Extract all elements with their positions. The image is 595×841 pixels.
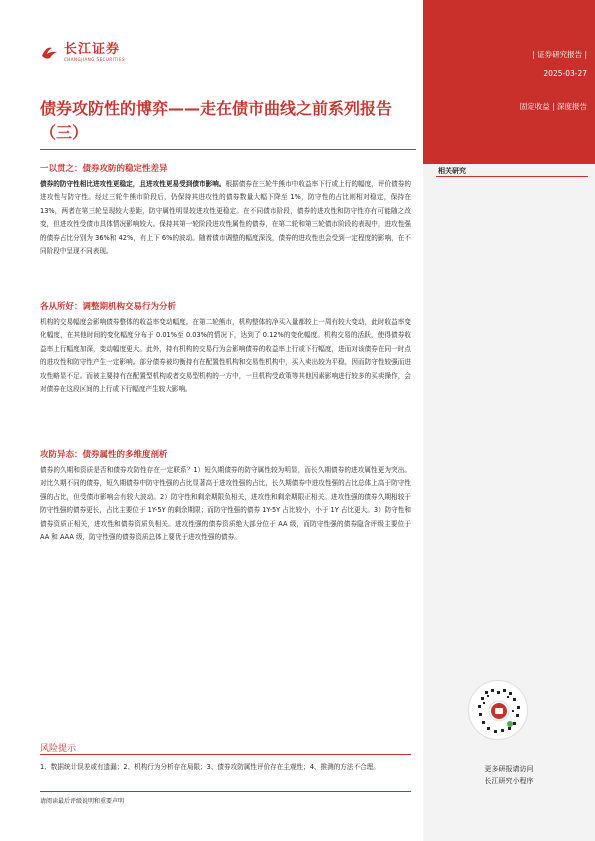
section-body: 债券的久期和资质是否和债券攻防性存在一定联系？1）短久期债券的防守属性较为明显，而长久期债券的进攻属性更为突出。对比久期不同的债券，短久期债券中防守性强的占比显著高于进攻性强的占比，长久期债券中进攻性强的占比总体上高于防守性强的占比，但受债市影响会有较大波动。2）防守性和剩余期限负相关，进攻性和剩余期限正相关。进攻性强的债券久期相较于防守性强的债券更长，占比主要位于 1Y-5Y 的剩余期限；而防守性强的债券 1Y-5Y 占比较小，小于 1Y 占比更大。3）防守性和债券资质正相关，进攻性和债券资质负相关。进攻性强的债券资质绝大部分位于 AA 级，而防守性强的债券隐含评级主要位于 AA 和 AAA 级，防守性强的债券资质总体上要优于进攻性强的债券。 xyxy=(40,466,411,542)
brand-name-cn: 长江证券 xyxy=(64,41,121,57)
risk-heading: 风险提示 xyxy=(40,744,77,754)
report-title: 债券攻防性的博弈——走在债市曲线之前系列报告（三） xyxy=(40,99,393,142)
report-date: 2025-03-27 xyxy=(543,69,587,78)
section-heading: 攻防异态：债券属性的多维度剖析 xyxy=(40,450,168,460)
section-body: 根据债券在三轮牛熊市中收益率下行或上行的幅度，评价债券的进攻性与防守性。经过三轮牛熊市阶段后，仍保持其进攻性的债券数量大幅下降至 1%，防守性的占比则相对稳定，保持在 13%，两者在第三轮呈现较大差距，防守属性明显较进攻性更稳定。在不同债市阶段，债券的进攻性和防守性亦有可能随之改变，但进攻性受债市具体情况影响较大。保持其第一轮阶段进攻性属性的债券，在第二轮和第三轮债市阶段的表现中，进攻性强的债券占比分别为 36%和 42%，有上下 6%的波动。随着债市调整的幅度深浅，债券的进攻性也会受到一定程度的影响，在不同阶段中呈现不同表现。 xyxy=(40,180,411,256)
qr-caption: 更多研报请访问 xyxy=(484,765,534,773)
related-divider xyxy=(436,176,588,177)
section-lead: 债券的防守性相比进攻性更稳定，且进攻性更易受到债市影响。 xyxy=(40,180,226,188)
section-paragraph xyxy=(40,464,411,544)
qr-code-icon[interactable] xyxy=(468,680,528,740)
brand-logo xyxy=(40,42,125,62)
disclaimer-note: 请阅读最后评级说明和重要声明 xyxy=(40,798,125,805)
risk-text: 1、数据统计误差或有遗漏；2、机构行为分析存在局限；3、债券攻防属性评价存在主观性；4、推测的方法不合理。 xyxy=(40,763,380,771)
risk-divider xyxy=(40,754,411,755)
section-paragraph xyxy=(40,178,411,258)
qr-caption: 长江研究小程序 xyxy=(484,777,534,785)
section-paragraph xyxy=(40,316,411,396)
header-red-band xyxy=(423,0,595,164)
section-body: 机构的交易幅度会影响债券整体的收益率变动幅度。在第二轮熊市，机构整体的净买入量都较上一周有较大变动，此时收益率变化幅度，在其他时间的变化幅度分布于 0.01%至 0.03%的情况下，达到了 0.12%的变化幅度。机构交易的活跃，使得债券收益率上行幅度加深，变动幅度更大。此外，持有机构的交易行为会影响债券的收益率上行或下行幅度，进而对该债券在同一时点的进攻性和防守性产生一定影响。部分债券被均衡持有在配置性机构和交易性机构中，买入卖出较为平稳，因而防守性较强而进攻性略显不足。而被主要持有在配置型机构或者交易型机构的一方中，一旦机构受政策等其他因素影响进行较多的买卖操作，会对债券在这段区间的上行或下行幅度产生较大影响。 xyxy=(40,318,411,394)
report-category: 固定收益 | 深度报告 xyxy=(519,102,587,111)
section-heading: 一以贯之：债券攻防的稳定性差异 xyxy=(40,164,168,174)
related-research-title: 相关研究 xyxy=(438,167,466,175)
section-heading: 各从所好：调整期机构交易行为分析 xyxy=(40,302,177,312)
logo-mark-icon xyxy=(40,42,60,62)
title-divider xyxy=(40,149,416,150)
brand-name-en: CHANGJIANG SECURITIES xyxy=(64,56,126,62)
footer-divider xyxy=(40,791,411,792)
doc-type-label: | 证券研究报告 | xyxy=(532,50,587,59)
